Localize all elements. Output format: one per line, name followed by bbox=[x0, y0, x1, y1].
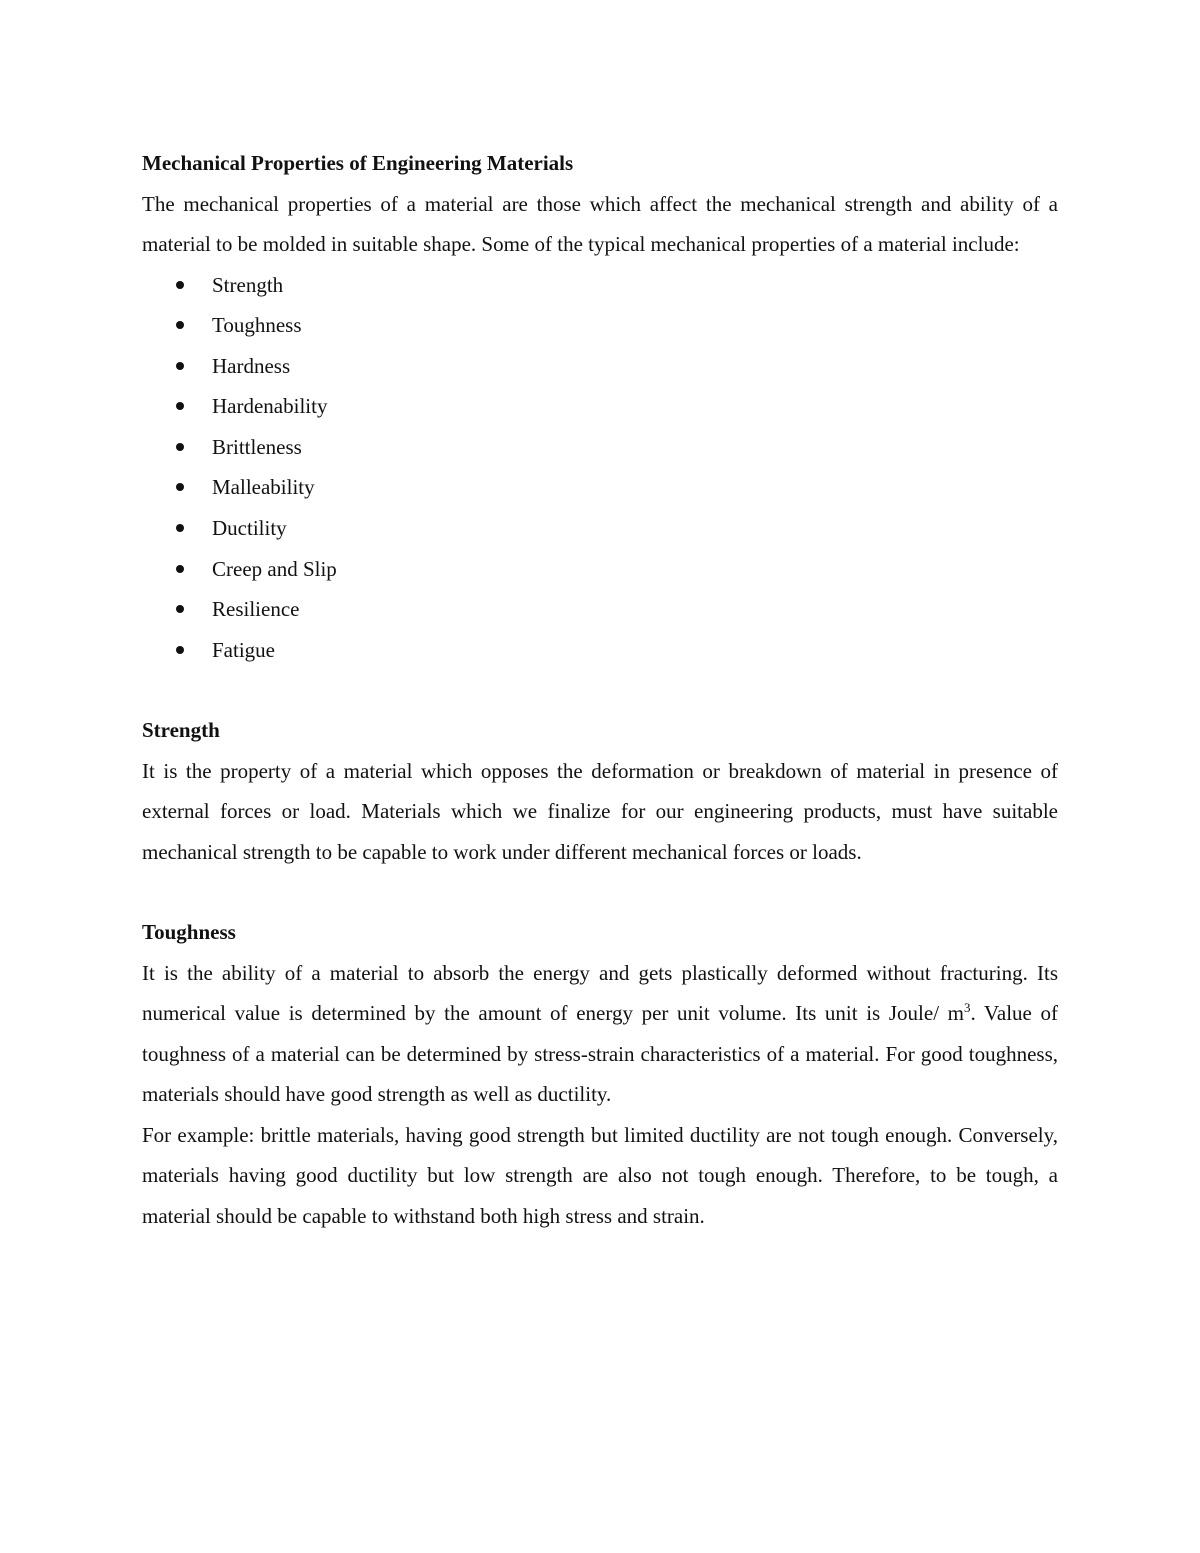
bullet-icon bbox=[176, 605, 184, 613]
list-item-label: Strength bbox=[212, 272, 284, 297]
bullet-icon bbox=[176, 524, 184, 532]
bullet-icon bbox=[176, 402, 184, 410]
list-item bbox=[142, 265, 1058, 306]
strength-heading: Strength bbox=[142, 718, 220, 743]
toughness-example-paragraph: For example: brittle materials, having good strength but limited ductility are not tough enough. Conversely, materials having good ductility but low strength are also not tough enough. Therefore, to be tough, a material should be capable to withstand both high stress and strain. bbox=[142, 1122, 1058, 1228]
toughness-text-start: It is the ability of a material to absorb the energy and gets plastically deformed without fracturing. Its numerical value is determined by the amount of energy per unit volume. Its unit is Joule/ m bbox=[142, 960, 1058, 1026]
list-item-label: Creep and Slip bbox=[212, 556, 337, 581]
list-item bbox=[142, 630, 1058, 671]
bullet-icon bbox=[176, 646, 184, 654]
list-item bbox=[142, 589, 1058, 630]
list-item-label: Hardenability bbox=[212, 394, 328, 419]
bullet-icon bbox=[176, 443, 184, 451]
document-title: Mechanical Properties of Engineering Materials bbox=[142, 151, 574, 175]
properties-list bbox=[142, 265, 1058, 671]
list-item bbox=[142, 467, 1058, 508]
bullet-icon bbox=[176, 281, 184, 289]
list-item-label: Resilience bbox=[212, 597, 300, 622]
bullet-icon bbox=[176, 565, 184, 573]
bullet-icon bbox=[176, 483, 184, 491]
list-item bbox=[142, 549, 1058, 590]
list-item-label: Malleability bbox=[212, 475, 315, 500]
bullet-icon bbox=[176, 362, 184, 370]
section-spacer bbox=[142, 670, 1058, 710]
toughness-paragraph bbox=[142, 953, 1058, 1115]
list-item-label: Fatigue bbox=[212, 637, 275, 662]
document-content bbox=[142, 143, 1058, 1236]
list-item bbox=[142, 386, 1058, 427]
bullet-icon bbox=[176, 321, 184, 329]
unit-exponent: 3 bbox=[964, 1000, 971, 1016]
intro-paragraph: The mechanical properties of a material are those which affect the mechanical strength and ability of a material to be molded in suitable shape. Some of the typical mechanical properties of a material include: bbox=[142, 191, 1058, 256]
section-spacer bbox=[142, 872, 1058, 912]
list-item-label: Toughness bbox=[212, 313, 302, 338]
list-item-label: Brittleness bbox=[212, 434, 302, 459]
toughness-heading: Toughness bbox=[142, 920, 236, 945]
toughness-text-end: . Value of toughness of a material can be determined by stress-strain characteristics of a material. For good toughness, materials should have good strength as well as ductility. bbox=[142, 1001, 1058, 1107]
list-item bbox=[142, 305, 1058, 346]
list-item-label: Hardness bbox=[212, 353, 291, 378]
list-item bbox=[142, 508, 1058, 549]
list-item bbox=[142, 346, 1058, 387]
list-item bbox=[142, 427, 1058, 468]
strength-paragraph: It is the property of a material which opposes the deformation or breakdown of material in presence of external forces or load. Materials which we finalize for our engineering products, must have suitable mechanical strength to be capable to work under different mechanical forces or loads. bbox=[142, 758, 1058, 864]
list-item-label: Ductility bbox=[212, 516, 287, 541]
